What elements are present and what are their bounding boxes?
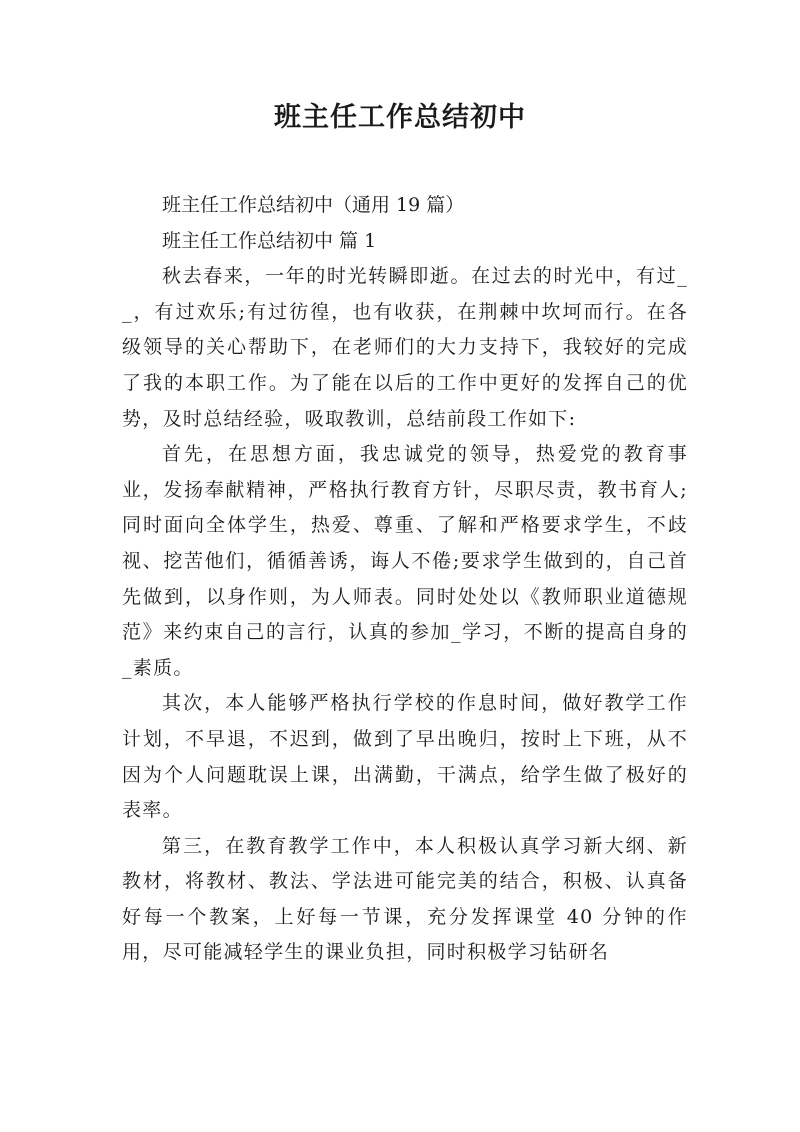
paragraph: 其次，本人能够严格执行学校的作息时间，做好教学工作计划，不早退，不迟到，做到了早出晚归，按时上下班，从不因为个人问题耽误上课，出满勤，干满点，给学生做了极好的表率。 bbox=[122, 692, 688, 822]
page-title: 班主任工作总结初中 bbox=[274, 102, 526, 133]
section-heading: 班主任工作总结初中 篇 1 bbox=[162, 229, 377, 252]
paragraph: 第三，在教育教学工作中，本人积极认真学习新大纲、新教材，将教材、教法、学法进可能完美的结合，积极、认真备好每一个教案，上好每一节课，充分发挥课堂 40 分钟的作用，尽可能减轻学生的课业负担，同时积极学习钻研名 bbox=[122, 834, 688, 964]
paragraph: 秋去春来，一年的时光转瞬即逝。在过去的时光中，有过__，有过欢乐;有过彷徨，也有收获，在荆棘中坎坷而行。在各级领导的关心帮助下，在老师们的大力支持下，我较好的完成了我的本职工作。为了能在以后的工作中更好的发挥自己的优势，及时总结经验，吸取教训，总结前段工作如下: bbox=[122, 265, 688, 430]
document-body bbox=[122, 188, 688, 971]
paragraph: 首先，在思想方面，我忠诚党的领导，热爱党的教育事业，发扬奉献精神，严格执行教育方针，尽职尽责，教书育人;同时面向全体学生，热爱、尊重、了解和严格要求学生，不歧视、挖苦他们，循循善诱，诲人不倦;要求学生做到的，自己首先做到，以身作则，为人师表。同时处处以《教师职业道德规范》来约束自己的言行，认真的参加_学习，不断的提高自身的_素质。 bbox=[122, 443, 688, 679]
document-subtitle: 班主任工作总结初中（通用 19 篇） bbox=[162, 194, 465, 216]
